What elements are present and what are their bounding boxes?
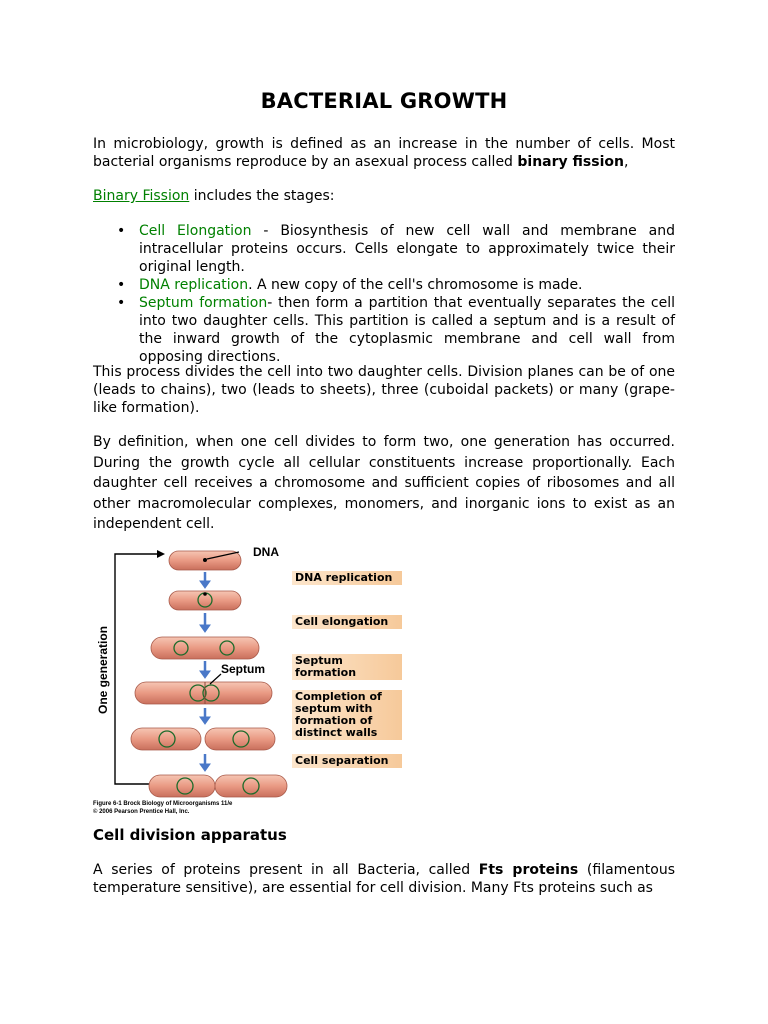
stage-text: . A new copy of the cell's chromosome is made.: [248, 277, 583, 293]
step-label-dna-replication: DNA replication: [292, 571, 402, 585]
fts-paragraph: [93, 861, 675, 897]
bracket-arrow-top: [157, 550, 165, 558]
stage-text: - then form a partition that eventually separates the cell into two daughter cells. This partition is called a septum and is a result of the inward growth of the cytoplasmic membrane and cell wall from opposing directions.: [139, 295, 675, 365]
fts-text-2: (filamentous temperature sensitive), are essential for cell division. Many Fts proteins such as: [93, 862, 676, 896]
binary-fission-paragraph: [93, 187, 675, 205]
fts-text-1: A series of proteins present in all Bacteria, called: [93, 862, 479, 878]
intro-end: ,: [623, 154, 629, 170]
generation-paragraph: By definition, when one cell divides to form two, one generation has occurred. During the growth cycle all cellular constituents increase proportionally. Each daughter cell receives a chromosome and sufficient copies of ribosomes and all other macromolecular complexes, monomers, and inorganic ions to exist as an independent cell.: [93, 434, 675, 532]
list-item: [93, 294, 675, 366]
list-item: [93, 222, 675, 276]
step-label-septum-formation: Septum formation: [292, 654, 402, 680]
bullet-icon: •: [117, 277, 126, 293]
stage-text: - Biosynthesis of new cell wall and membrane and intracellular proteins occurs. Cells elongate to approximately twice their original length.: [139, 223, 676, 275]
step-label-cell-elongation: Cell elongation: [292, 615, 402, 629]
binary-fission-link[interactable]: Binary Fission: [93, 188, 190, 204]
dna-dot: [203, 592, 207, 596]
binary-fission-rest: includes the stages:: [189, 188, 335, 204]
stage-term: Septum formation: [139, 295, 268, 311]
cell-3: [151, 637, 259, 659]
septum-label: Septum: [221, 662, 266, 676]
stages-list: [93, 222, 675, 366]
intro-paragraph: [93, 135, 675, 171]
figure-caption-line2: © 2006 Pearson Prentice Hall, Inc.: [93, 809, 190, 815]
fts-proteins-bold: Fts proteins: [478, 862, 579, 878]
bullet-icon: •: [117, 223, 126, 239]
binary-fission-figure: [93, 542, 413, 818]
section-heading: Cell division apparatus: [93, 826, 287, 844]
division-paragraph: This process divides the cell into two daughter cells. Division planes can be of one (leads to chains), two (leads to sheets), three (cuboidal packets) or many (grape-like formation).: [93, 364, 675, 416]
stage-term: DNA replication: [139, 277, 249, 293]
step-label-cell-separation: Cell separation: [292, 754, 402, 768]
generation-label: One generation: [96, 625, 110, 714]
list-item: [93, 276, 675, 294]
step-label-septum-completion: Completion of septum with formation of distinct walls: [292, 690, 402, 740]
bullet-icon: •: [117, 295, 126, 311]
intro-text: In microbiology, growth is defined as an increase in the number of cells. Most bacterial organisms reproduce by an asexual process called: [93, 136, 675, 170]
page-title: BACTERIAL GROWTH: [260, 89, 508, 113]
stage-term: Cell Elongation: [139, 223, 252, 239]
binary-fission-bold: binary fission: [517, 154, 624, 170]
dna-label: DNA: [253, 545, 279, 559]
figure-caption-line1: Figure 6-1 Brock Biology of Microorganisms 11/e: [93, 801, 233, 807]
dna-dot: [203, 558, 207, 562]
